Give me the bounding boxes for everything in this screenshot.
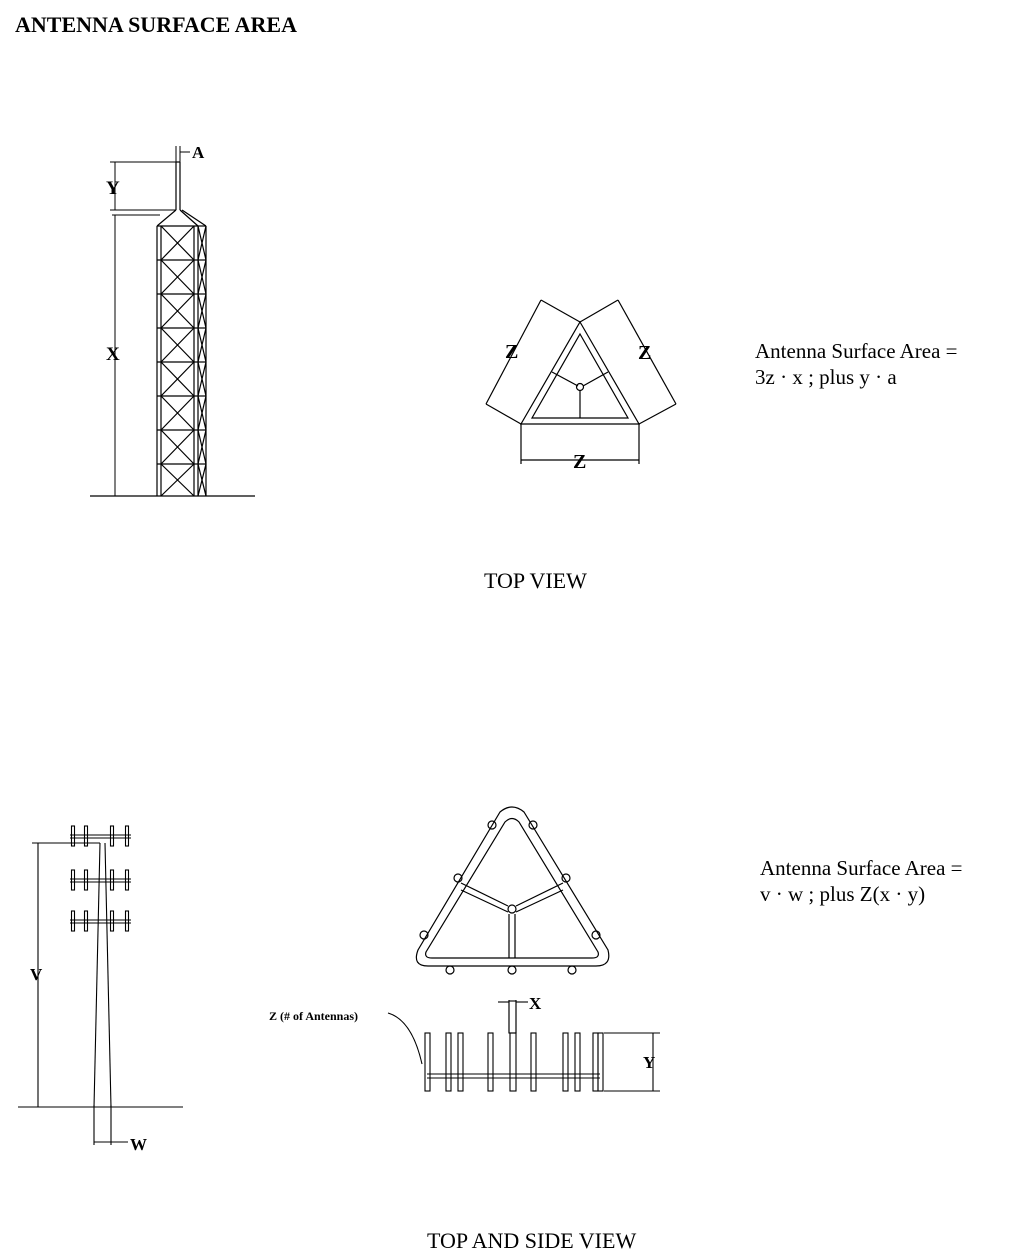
antenna-panel <box>126 870 129 890</box>
top-view-caption: TOP VIEW <box>484 568 587 593</box>
antenna-mount <box>508 966 516 974</box>
antenna-panel-side <box>593 1033 598 1091</box>
antenna-panel <box>85 870 88 890</box>
page-title: ANTENNA SURFACE AREA <box>15 12 297 37</box>
antenna-panel <box>111 870 114 890</box>
dim-label-w: W <box>130 1135 147 1154</box>
dim-label-z-right: Z <box>638 342 652 364</box>
antenna-panel-side <box>531 1033 536 1091</box>
antenna-count-note: Z (# of Antennas) <box>269 1009 359 1023</box>
antenna-side-view <box>388 1000 660 1091</box>
dim-label-z-left: Z <box>505 341 519 363</box>
antenna-panel-side <box>446 1033 451 1091</box>
antenna-panel-side <box>575 1033 580 1091</box>
antenna-panel-side <box>425 1033 430 1091</box>
antenna-panel-side <box>488 1033 493 1091</box>
bottom-formula-line1: Antenna Surface Area = <box>760 856 963 880</box>
antenna-panel <box>72 870 75 890</box>
platform-top-view <box>416 807 608 974</box>
antenna-panel-top <box>509 1001 516 1033</box>
dim-label-v: V <box>30 965 43 984</box>
dim-label-x: X <box>106 344 120 365</box>
antenna-panel <box>111 911 114 931</box>
antenna-panel <box>72 911 75 931</box>
bottom-formula <box>760 855 963 907</box>
dim-label-a: A <box>192 143 205 162</box>
top-formula-line2: 3z · x ; plus y · a <box>755 365 897 389</box>
bottom-formula-line2: v · w ; plus Z(x · y) <box>760 882 926 906</box>
antenna-panel <box>126 826 129 846</box>
antenna-panel-side <box>598 1033 603 1091</box>
top-formula-line1: Antenna Surface Area = <box>755 339 958 363</box>
antenna-mount <box>446 966 454 974</box>
antenna-panel <box>126 911 129 931</box>
antenna-panel <box>111 826 114 846</box>
dim-label-y-bottom: Y <box>643 1053 656 1072</box>
dim-label-z-bottom: Z <box>573 451 587 473</box>
dim-label-x-bottom: X <box>529 994 542 1013</box>
antenna-panel-side <box>510 1033 516 1091</box>
antenna-mount <box>568 966 576 974</box>
antenna-panel-side <box>563 1033 568 1091</box>
monopole <box>18 826 183 1145</box>
antenna-panel <box>85 911 88 931</box>
dim-label-y: Y <box>106 178 120 199</box>
antenna-panel-side <box>458 1033 463 1091</box>
bottom-view-caption: TOP AND SIDE VIEW <box>427 1228 637 1253</box>
